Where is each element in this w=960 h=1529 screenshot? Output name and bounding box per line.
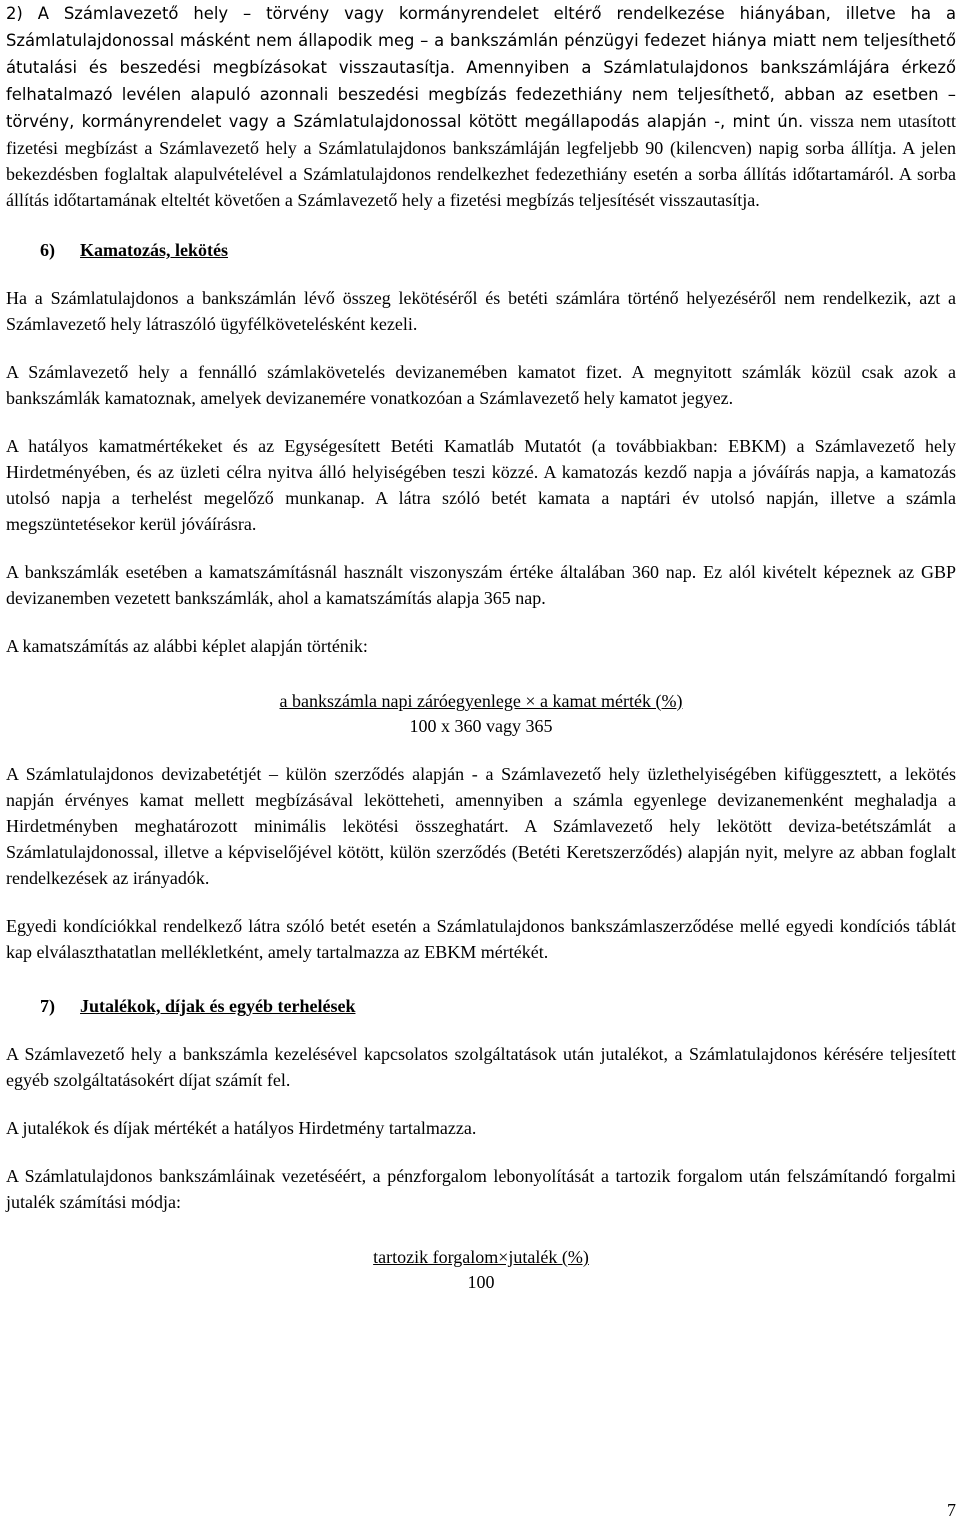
section-7-heading	[40, 993, 956, 1019]
section-6-paragraph-1: Ha a Számlatulajdonos a bankszámlán lévő összeg lekötéséről és betéti számlára történő helyezéséről nem rendelkezik, azt a Számlavezető hely látraszóló ügyfélkövetelésként kezeli.	[6, 288, 956, 334]
section-6-paragraph-7: Egyedi kondíciókkal rendelkező látra szóló betét esetén a Számlatulajdonos bankszámlaszerződése mellé egyedi kondíciós táblát kap elválaszthatatlan mellékletként, amely tartalmazza az EBKM mértékét.	[6, 916, 956, 962]
interest-formula-denominator: 100 x 360 vagy 365	[409, 716, 553, 736]
page-number: 7	[947, 1500, 956, 1520]
section-6-paragraph-6: A Számlatulajdonos devizabetétjét – külön szerződés alapján - a Számlavezető hely üzlethelyiségében kifüggesztett, a lekötés napján érvényes kamat mellett megbízásával lekötteheti, amennyiben a számla egyenlege devizanemenként meghaladja a Hirdetményben meghatározott minimális lekötési összeghatárt. A Számlavezető hely lekötött deviza-betétszámlát a Számlatulajdonossal, illetve a képviselőjével kötött, külön szerződés (Betéti Keretszerződés) alapján nyit, melyre az abban foglalt rendelkezések az irányadók.	[6, 764, 956, 888]
section-6-paragraph-2: A Számlavezető hely a fennálló számlakövetelés devizanemében kamatot fizet. A megnyitott számlák közül csak azok a bankszámlák kamatoznak, amelyek devizanemére vonatkozóan a Számlavezető hely kamatot jegyez.	[6, 362, 956, 408]
intro-paragraph	[6, 0, 956, 213]
section-6-title: Kamatozás, lekötés	[80, 240, 228, 260]
commission-formula	[6, 1245, 956, 1295]
section-6-paragraph-4: A bankszámlák esetében a kamatszámításnál használt viszonyszám értéke általában 360 nap. Ez alól kivételt képeznek az GBP devizanemben vezetett bankszámlák, ahol a kamatszámítás alapja 365 nap.	[6, 562, 956, 608]
interest-formula-numerator: a bankszámla napi záróegyenlege × a kamat mérték (%)	[279, 691, 683, 711]
section-7-title: Jutalékok, díjak és egyéb terhelések	[80, 996, 356, 1016]
section-7-paragraph-3: A Számlatulajdonos bankszámláinak vezetéséért, a pénzforgalom lebonyolítását a tartozik forgalom után felszámítandó forgalmi jutalék számítási módja:	[6, 1166, 956, 1212]
intro-second-part: Amennyiben a Számlatulajdonos bankszámlájára érkező felhatalmazó levélen alapuló azonnali beszedési megbízás fedezethiány nem teljesíthető, abban az esetben – törvény, kormányrendelet vagy a Számlatulajdonossal kötött megállapodás alapján -, mint ún.	[6, 58, 956, 131]
section-7-paragraph-2: A jutalékok és díjak mértékét a hatályos Hirdetmény tartalmazza.	[6, 1118, 477, 1138]
commission-formula-numerator: tartozik forgalom×jutalék (%)	[373, 1247, 589, 1267]
intro-third-part: vissza nem utasított fizetési megbízást a Számlavezető hely a Számlatulajdonos bankszámláján legfeljebb 90 (kilencven) napig sorba állítja. A jelen bekezdésben foglaltak alapulvételével a Számlatulajdonos rendelkezhet fedezethiány esetén a sorba állítás időtartamáról. A sorba állítás időtartamának elteltét követően a Számlavezető hely a fizetési megbízás teljesítését visszautasítja.	[6, 111, 957, 210]
commission-formula-denominator: 100	[467, 1272, 495, 1292]
section-7-number: 7)	[40, 996, 55, 1016]
section-6-paragraph-5: A kamatszámítás az alábbi képlet alapján történik:	[6, 636, 368, 656]
section-7-paragraph-1: A Számlavezető hely a bankszámla kezelésével kapcsolatos szolgáltatások után jutalékot, a Számlatulajdonos kérésére teljesített egyéb szolgáltatásokért díjat számít fel.	[6, 1044, 956, 1090]
section-6-number: 6)	[40, 240, 55, 260]
interest-formula	[6, 689, 956, 739]
document-page	[6, 0, 956, 1295]
section-6-heading	[40, 237, 956, 263]
section-6-paragraph-3: A hatályos kamatmértékeket és az Egységesített Betéti Kamatláb Mutatót (a továbbiakban: EBKM) a Számlavezető hely Hirdetményében, és az üzleti célra nyitva álló helyiségében teszi közzé. A kamatozás kezdő napja a jóváírás napja, a kamatozás utolsó napja a terhelést megelőző munkanap. A látra szóló betét kamata a naptári év utolsó napján, illetve a számla megszüntetésekor kerül jóváírásra.	[6, 436, 956, 534]
intro-first-part: 2) A Számlavezető hely – törvény vagy kormányrendelet eltérő rendelkezése hiányában, illetve ha a Számlatulajdonossal másként nem állapodik meg – a bankszámlán pénzügyi fedezet hiánya miatt nem teljesíthető átutalási és beszedési megbízásokat visszautasítja.	[6, 4, 956, 77]
